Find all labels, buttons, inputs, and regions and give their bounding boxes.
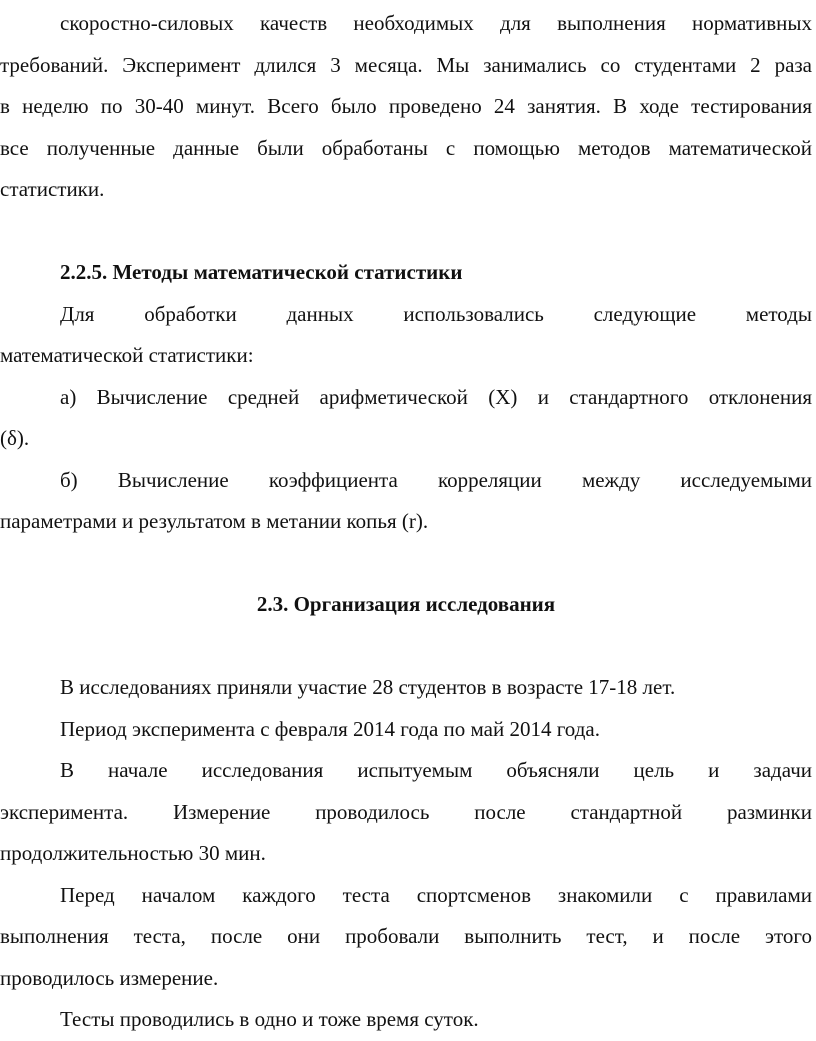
text-line: параметрами и результатом в метании копья (r).: [0, 509, 429, 533]
text-line: выполнения теста, после они пробовали выполнить тест, и после этого: [0, 924, 812, 948]
paragraph-procedure: [0, 750, 812, 875]
paragraph-rules: [0, 875, 812, 1000]
text-line: требований. Эксперимент длился 3 месяца. Мы занимались со студентами 2 раза: [0, 52, 812, 77]
text-line: проводилось измерение.: [0, 965, 219, 990]
list-item-b: [0, 460, 812, 543]
spacer: [0, 543, 812, 585]
paragraph-period: Период эксперимента с февраля 2014 года по май 2014 года.: [60, 716, 600, 741]
text-line: математической статистики:: [0, 343, 254, 367]
paragraph-timing: Тесты проводились в одно и тоже время суток.: [60, 1007, 479, 1031]
text-line: б) Вычисление коэффициента корреляции между исследуемыми: [60, 467, 812, 492]
section-heading-2-3: 2.3. Организация исследования: [256, 592, 556, 616]
text-line: статистики.: [0, 177, 105, 201]
paragraph-intro: [0, 3, 812, 211]
text-line: все полученные данные были обработаны с помощью методов математической: [0, 135, 812, 160]
text-line: скоростно-силовых качеств необходимых для выполнения нормативных: [60, 11, 812, 35]
spacer: [0, 211, 812, 253]
text-line: Для обработки данных использовались следующие методы: [60, 301, 812, 326]
text-line: (δ).: [0, 426, 30, 450]
text-line: Перед началом каждого теста спортсменов знакомили с правилами: [60, 882, 812, 907]
paragraph-participants: В исследованиях приняли участие 28 студентов в возрасте 17-18 лет.: [60, 675, 676, 699]
list-item-a: [0, 377, 812, 460]
text-line: эксперимента. Измерение проводилось после стандартной разминки: [0, 799, 812, 824]
text-line: в неделю по 30-40 минут. Всего было проведено 24 занятия. В ходе тестирования: [0, 94, 812, 118]
text-line: В начале исследования испытуемым объясняли цель и задачи: [60, 758, 812, 782]
text-line: продолжительностью 30 мин.: [0, 841, 266, 865]
section-heading-2-2-5: 2.2.5. Методы математической статистики: [60, 260, 463, 284]
text-line: а) Вычисление средней арифметической (Х) и стандартного отклонения: [60, 384, 812, 409]
paragraph-methods: [0, 294, 812, 377]
spacer: [0, 626, 812, 668]
